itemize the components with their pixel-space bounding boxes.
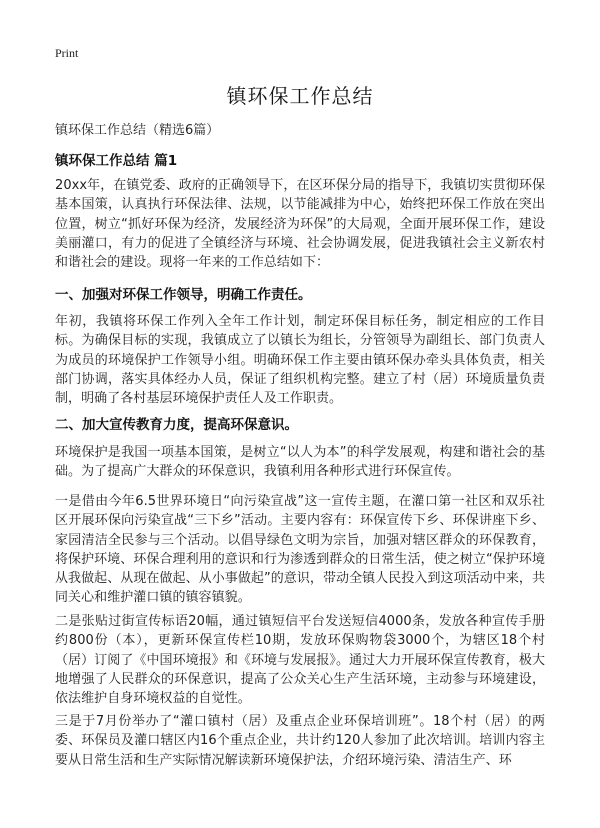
section-1-paragraph-1: 年初，我镇将环保工作列入全年工作计划，制定环保目标任务，制定相应的工作目标。为确保目标的实现，我镇成立了以镇长为组长，分管领导为副组长、部门负责人为成员的环境保护工作领导小组。明确环保工作主要由镇环保办牵头具体负责，相关部门协调，落实具体经办人员，保证了组织机构完整。建立了村（居）环境质量负责制，明确了各村基层环境保护责任人及工作职责。 (55, 314, 545, 407)
document-title: 镇环保工作总结 (226, 84, 374, 108)
section-2-paragraph-3: 二是张贴过街宣传标语20幅，通过镇短信平台发送短信4000条，发放各种宣传手册约800份（本），更新环保宣传栏10期，发放环保购物袋3000个，为辖区18个村（居）订阅了《中国环境报》和《环境与发展报》。通过大力开展环保宣传教育，极大地增强了人民群众的环保意识，提高了公众关心生产生活环境，主动参与环境建设，依法维护自身环境权益的自觉性。 (55, 614, 545, 707)
section-heading-1: 一、加强对环保工作领导，明确工作责任。 (55, 287, 312, 303)
section-2-paragraph-1: 环境保护是我国一项基本国策，是树立“以人为本”的科学发展观，构建和谐社会的基础。为了提高广大群众的环保意识，我镇利用各种形式进行环保宣传。 (55, 445, 545, 480)
intro-paragraph: 20xx年，在镇党委、政府的正确领导下，在区环保分局的指导下，我镇切实贯彻环保基本国策，认真执行环保法律、法规，以节能减排为中心，始终把环保工作放在突出位置，树立“抓好环保为经济，发展经济为环保”的大局观，全面开展环保工作，建设美丽灌口，有力的促进了全镇经济与环境、社会协调发展，促进我镇社会主义新农村和谐社会的建设。现将一年来的工作总结如下： (55, 178, 545, 271)
document-subtitle: 镇环保工作总结（精选6篇） (55, 123, 220, 138)
section-2-paragraph-2: 一是借由今年6.5世界环境日“向污染宣战”这一宣传主题，在灌口第一社区和双乐社区开展环保向污染宣战“三下乡”活动。主要内容有：环保宣传下乡、环保讲座下乡、家园清洁全民参与三个活动。以倡导绿色文明为宗旨，加强对辖区群众的环保教育，将保护环境、环保合理利用的意识和行为渗透到群众的日常生活，使之树立“保护环境从我做起、从现在做起、从小事做起”的意识，带动全镇人民投入到这项活动中来，共同关心和维护灌口镇的镇容镇貌。 (55, 494, 545, 606)
section-heading-2: 二、加大宣传教育力度，提高环保意识。 (55, 417, 298, 433)
section-2-paragraph-4: 三是于7月份举办了“灌口镇村（居）及重点企业环保培训班”。18个村（居）的两委、环保员及灌口辖区内16个重点企业，共计约120人参加了此次培训。培训内容主要从日常生活和生产实际情况解读新环境保护法，介绍环境污染、清洁生产、环 (55, 714, 545, 768)
print-link[interactable]: Print (55, 46, 79, 60)
part-heading: 镇环保工作总结 篇1 (55, 153, 178, 169)
